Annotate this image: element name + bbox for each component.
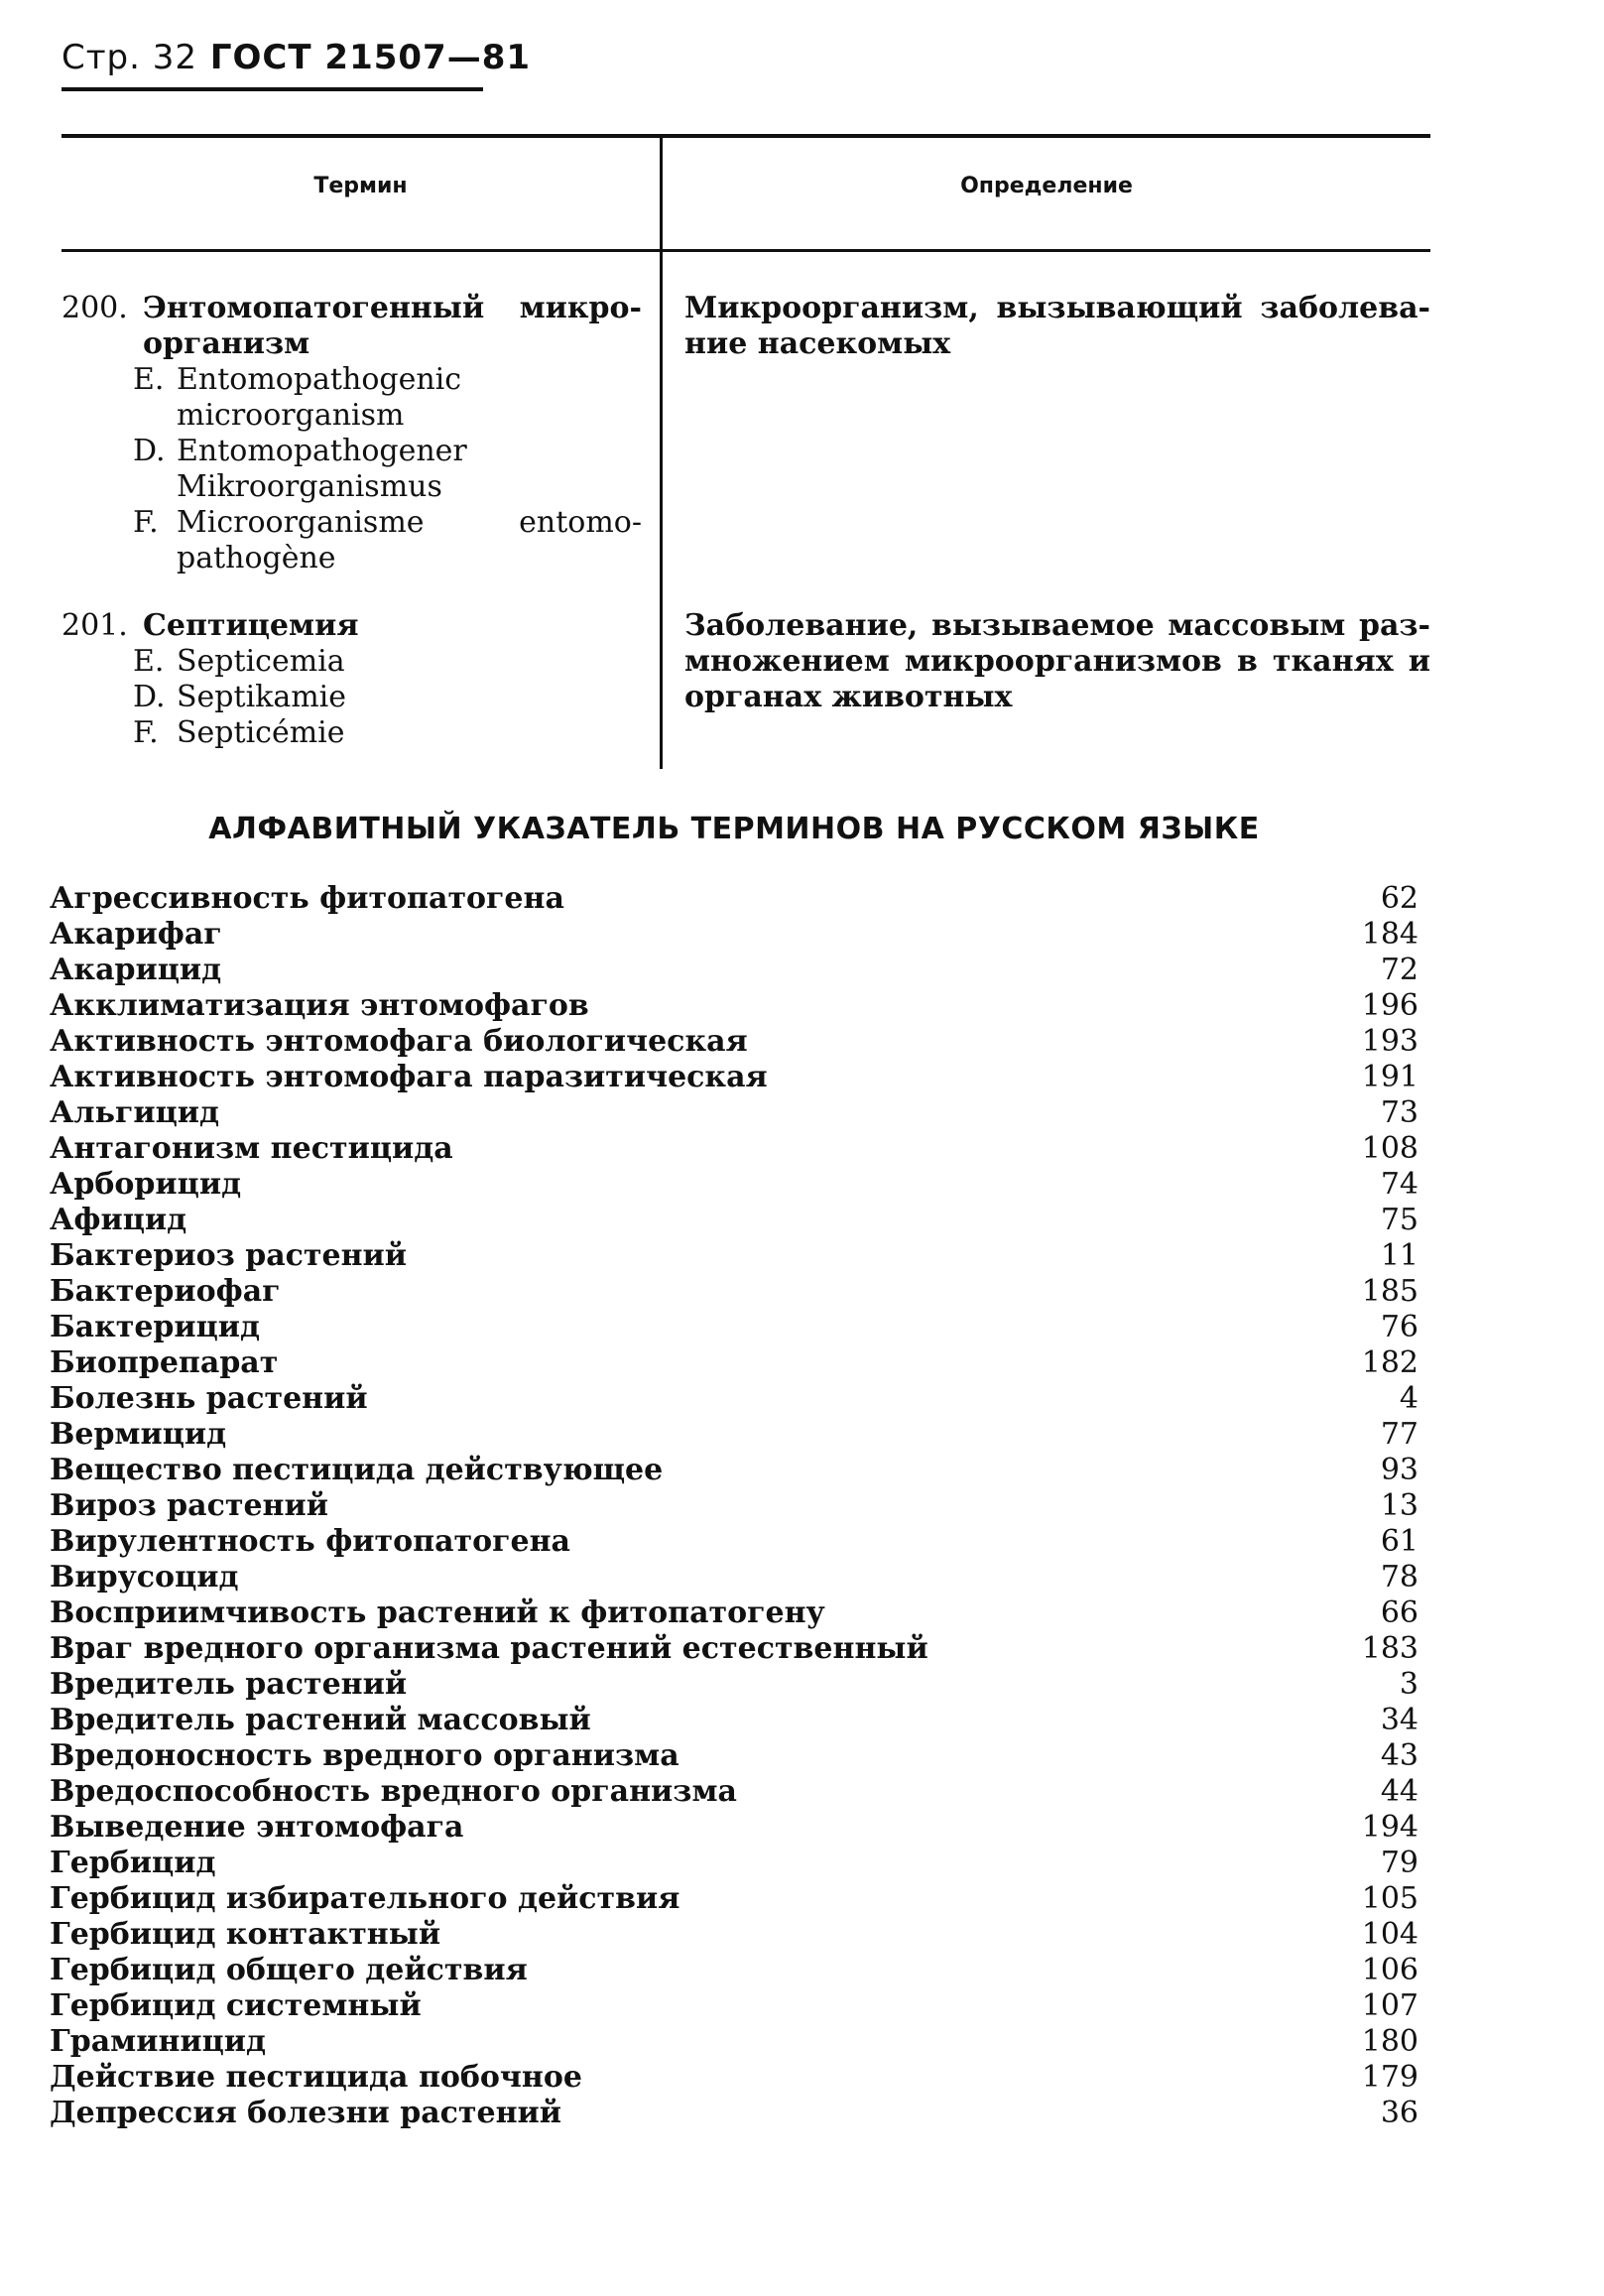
index-term: Выведение энтомофага	[50, 1810, 464, 1845]
index-entry	[50, 881, 1419, 917]
entry-terms-cell	[62, 291, 642, 576]
term-french	[62, 715, 642, 751]
term-english	[62, 362, 642, 434]
index-entry	[50, 1095, 1419, 1131]
index-term: Гербицид	[50, 1846, 216, 1880]
index-entry	[50, 1417, 1419, 1453]
lang-code-f: F.	[133, 715, 159, 750]
index-title: АЛФАВИТНЫЙ УКАЗАТЕЛЬ ТЕРМИНОВ НА РУССКОМ ЯЗЫКЕ	[208, 812, 1260, 846]
index-term-number: 43	[1380, 1738, 1419, 1773]
index-entry	[50, 1560, 1419, 1595]
index-entry	[50, 1381, 1419, 1417]
index-entry	[50, 988, 1419, 1024]
definition-word: Заболевание,	[684, 608, 919, 643]
index-term: Акарицид	[50, 953, 222, 987]
index-entry	[50, 1524, 1419, 1560]
lang-code-d: D.	[133, 434, 166, 468]
term-ru-continuation: организм	[143, 326, 310, 361]
terms-table	[62, 134, 1430, 769]
index-entry	[50, 1167, 1419, 1203]
column-header-terms: Термин	[313, 174, 408, 198]
index-term: Вредитель растений	[50, 1667, 408, 1702]
index-term: Гербицид контактный	[50, 1917, 441, 1952]
index-term: Биопрепарат	[50, 1345, 279, 1380]
index-term: Действие пестицида побочное	[50, 2060, 582, 2095]
term-ru-part: микро-	[519, 291, 642, 325]
index-term-number: 185	[1361, 1274, 1419, 1309]
column-header-definition: Определение	[960, 174, 1133, 198]
definition-word: заболева-	[1260, 291, 1430, 325]
definition-word: вызываемое	[931, 608, 1155, 643]
index-term: Вредоспособность вредного организма	[50, 1774, 737, 1809]
index-term: Вирусоцид	[50, 1560, 239, 1594]
index-entry	[50, 2024, 1419, 2060]
header-underline	[62, 87, 483, 91]
index-term-number: 73	[1380, 1095, 1419, 1130]
index-term-number: 104	[1361, 1917, 1419, 1952]
index-term-number: 193	[1361, 1024, 1419, 1059]
index-entry	[50, 2060, 1419, 2096]
index-term: Вещество пестицида действующее	[50, 1453, 664, 1487]
index-term-number: 182	[1361, 1345, 1419, 1380]
entry-terms-cell	[62, 608, 642, 751]
definition-word: множением	[684, 644, 890, 679]
index-entry	[50, 1703, 1419, 1738]
term-french	[62, 505, 642, 576]
alphabetical-index	[50, 881, 1419, 2131]
index-entry	[50, 1917, 1419, 1953]
term-ru-text: Септицемия	[143, 608, 359, 643]
index-term: Афицид	[50, 1203, 187, 1237]
index-term-number: 79	[1380, 1846, 1419, 1880]
index-term: Вироз растений	[50, 1488, 329, 1523]
index-entry	[50, 1060, 1419, 1095]
index-term-number: 75	[1380, 1203, 1419, 1237]
index-term-number: 36	[1380, 2096, 1419, 2130]
index-term-number: 66	[1380, 1595, 1419, 1630]
index-term-number: 105	[1361, 1881, 1419, 1916]
index-entry	[50, 1310, 1419, 1345]
index-term-number: 44	[1380, 1774, 1419, 1809]
standard-designation: ГОСТ 21507—81	[209, 38, 532, 77]
index-entry	[50, 1774, 1419, 1810]
index-term-number: 179	[1361, 2060, 1419, 2095]
index-term-number: 108	[1361, 1131, 1419, 1166]
index-term-number: 74	[1380, 1167, 1419, 1202]
index-term-number: 106	[1361, 1953, 1419, 1987]
term-fr-part: Microorganisme	[177, 505, 425, 540]
index-term: Арборицид	[50, 1167, 242, 1202]
index-term: Вирулентность фитопатогена	[50, 1524, 570, 1559]
index-entry	[50, 953, 1419, 988]
index-term: Гербицид избирательного действия	[50, 1881, 680, 1916]
index-term: Активность энтомофага паразитическая	[50, 1060, 768, 1094]
entry-number: 200.	[62, 291, 128, 325]
index-term: Депрессия болезни растений	[50, 2096, 562, 2130]
term-de-text: Septikamie	[177, 680, 347, 714]
index-term-number: 72	[1380, 953, 1419, 987]
definition-word: в	[1236, 644, 1258, 679]
definition-line: ние насекомых	[684, 326, 951, 361]
index-entry	[50, 1667, 1419, 1703]
entry-definition-cell	[684, 291, 1430, 362]
index-term-number: 183	[1361, 1631, 1419, 1666]
index-term-number: 3	[1399, 1667, 1419, 1702]
index-term: Вредитель растений массовый	[50, 1703, 591, 1737]
index-term-number: 78	[1380, 1560, 1419, 1594]
index-term-number: 62	[1380, 881, 1419, 916]
term-ru-part: Энтомопатогенный	[143, 291, 485, 325]
index-entry	[50, 1488, 1419, 1524]
term-en-text: Septicemia	[177, 644, 345, 679]
term-de-text: Entomopathogener	[177, 434, 467, 468]
lang-code-f: F.	[133, 505, 159, 540]
index-term-number: 196	[1361, 988, 1419, 1023]
index-term: Акклиматизация энтомофагов	[50, 988, 589, 1023]
index-entry	[50, 1345, 1419, 1381]
index-entry	[50, 1238, 1419, 1274]
index-term: Гербицид общего действия	[50, 1953, 528, 1987]
index-entry	[50, 1203, 1419, 1238]
index-entry	[50, 1881, 1419, 1917]
index-term: Враг вредного организма растений естественный	[50, 1631, 928, 1666]
index-term-number: 194	[1361, 1810, 1419, 1845]
definition-word: вызывающий	[996, 291, 1243, 325]
index-term: Акарифаг	[50, 917, 222, 952]
index-entry	[50, 917, 1419, 953]
entry-number: 201.	[62, 608, 128, 643]
term-german	[62, 434, 642, 505]
index-term-number: 61	[1380, 1524, 1419, 1559]
index-term-number: 76	[1380, 1310, 1419, 1344]
index-entry	[50, 1846, 1419, 1881]
index-entry	[50, 2096, 1419, 2131]
term-german	[62, 680, 642, 715]
index-term: Бактерицид	[50, 1310, 261, 1344]
index-term-number: 4	[1399, 1381, 1419, 1416]
index-term: Болезнь растений	[50, 1381, 368, 1416]
definition-word: Микроорганизм,	[684, 291, 979, 325]
index-term-number: 34	[1380, 1703, 1419, 1737]
index-term: Альгицид	[50, 1095, 219, 1130]
index-term-number: 107	[1361, 1988, 1419, 2023]
entry-definition-cell	[684, 608, 1430, 715]
index-term-number: 11	[1380, 1238, 1419, 1273]
definition-word: тканях	[1272, 644, 1394, 679]
index-term: Вермицид	[50, 1417, 227, 1452]
table-header-rule	[62, 249, 1430, 252]
index-term: Агрессивность фитопатогена	[50, 881, 564, 916]
index-entry	[50, 1988, 1419, 2024]
index-term: Граминицид	[50, 2024, 267, 2059]
index-term-number: 13	[1380, 1488, 1419, 1523]
definition-word: микроорганизмов	[904, 644, 1222, 679]
index-term: Бактериоз растений	[50, 1238, 408, 1273]
index-entry	[50, 1024, 1419, 1060]
page-number: Стр. 32	[62, 38, 198, 77]
index-term-number: 191	[1361, 1060, 1419, 1094]
index-term-number: 184	[1361, 917, 1419, 952]
index-entry	[50, 1453, 1419, 1488]
index-term: Вредоносность вредного организма	[50, 1738, 679, 1773]
index-entry	[50, 1738, 1419, 1774]
page-header	[62, 38, 531, 77]
index-entry	[50, 1274, 1419, 1310]
definition-word: массовым	[1168, 608, 1346, 643]
index-term: Антагонизм пестицида	[50, 1131, 453, 1166]
index-term-number: 93	[1380, 1453, 1419, 1487]
lang-code-d: D.	[133, 680, 166, 714]
index-entry	[50, 1131, 1419, 1167]
term-english	[62, 644, 642, 680]
lang-code-e: E.	[133, 362, 165, 397]
term-fr-text: Septicémie	[177, 715, 345, 750]
term-de-continuation: Mikroorganismus	[177, 469, 442, 504]
index-term: Активность энтомофага биологическая	[50, 1024, 748, 1059]
definition-line: органах животных	[684, 680, 1013, 714]
index-entry	[50, 1631, 1419, 1667]
index-entry	[50, 1595, 1419, 1631]
term-fr-continuation: pathogène	[177, 541, 336, 575]
index-entry	[50, 1810, 1419, 1846]
term-fr-part: entomo-	[519, 505, 642, 540]
column-divider	[660, 134, 663, 769]
term-en-text: Entomopathogenic	[177, 362, 462, 397]
index-term: Восприимчивость растений к фитопатогену	[50, 1595, 825, 1630]
index-entry	[50, 1953, 1419, 1988]
index-term-number: 180	[1361, 2024, 1419, 2059]
table-top-rule	[62, 134, 1430, 138]
definition-word: и	[1408, 644, 1430, 679]
term-en-continuation: microorganism	[177, 398, 405, 433]
index-term: Бактериофаг	[50, 1274, 281, 1309]
index-term-number: 77	[1380, 1417, 1419, 1452]
definition-word: раз-	[1358, 608, 1430, 643]
index-term: Гербицид системный	[50, 1988, 422, 2023]
lang-code-e: E.	[133, 644, 165, 679]
